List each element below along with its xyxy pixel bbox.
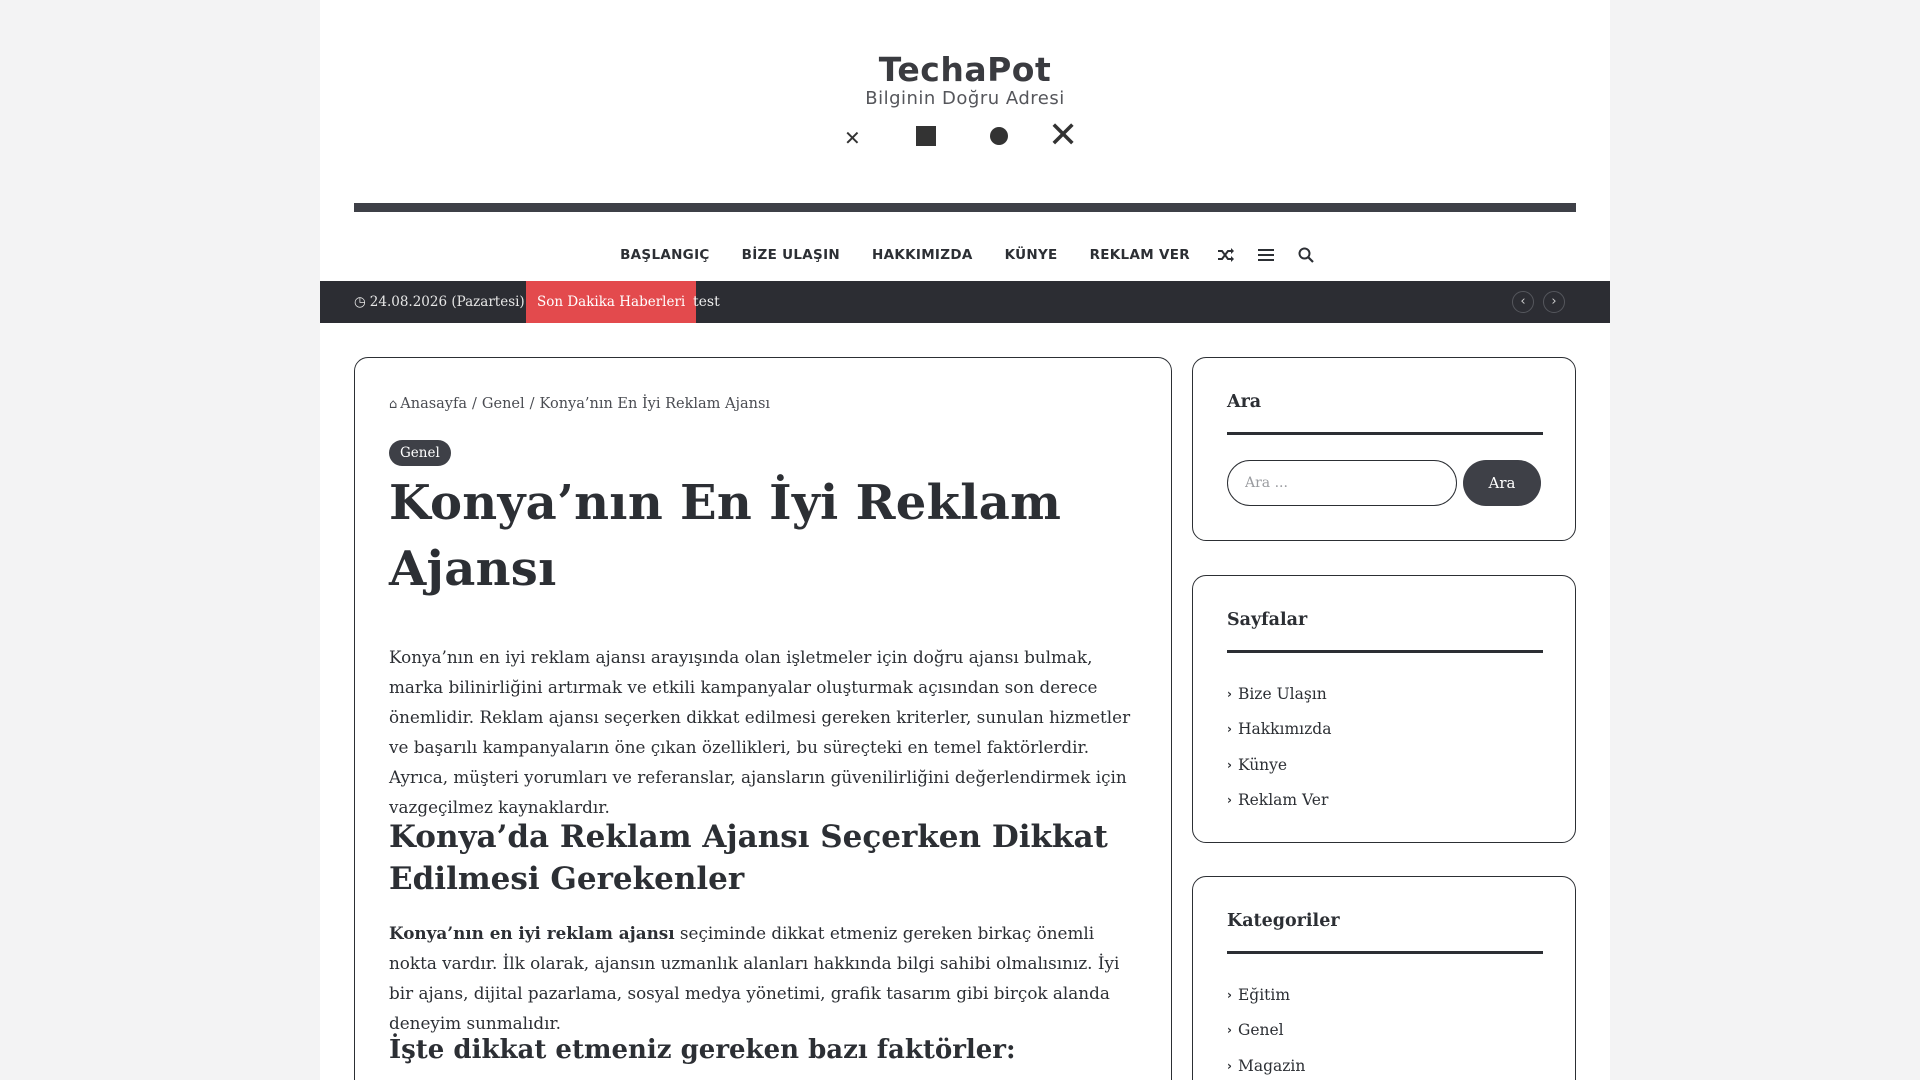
nav-item-kunye[interactable]: KÜNYE <box>1004 247 1058 263</box>
categories-widget-title: Kategoriler <box>1227 911 1340 931</box>
chevron-right-icon: › <box>1227 987 1232 1002</box>
pages-widget <box>1192 575 1576 843</box>
site-tagline: Bilginin Doğru Adresi <box>865 88 1065 109</box>
shuffle-svg <box>1217 247 1235 263</box>
breaking-news-bar <box>320 281 1610 323</box>
chevron-right-icon[interactable]: › <box>1543 291 1565 313</box>
category-link-label: Genel <box>1237 1021 1284 1040</box>
category-link-label: Magazin <box>1237 1056 1306 1075</box>
article-container <box>354 357 1172 1080</box>
chevron-right-icon: › <box>1227 686 1232 701</box>
list-item[interactable] <box>1227 783 1331 819</box>
chevron-right-icon: › <box>1227 1058 1232 1073</box>
chevron-right-icon: › <box>1227 793 1232 808</box>
widget-title-rule <box>1227 650 1543 653</box>
search-input[interactable] <box>1227 460 1457 506</box>
breadcrumb <box>389 396 770 412</box>
page-link-label: Künye <box>1237 755 1288 774</box>
search-widget <box>1192 357 1576 541</box>
page-link-label: Hakkımızda <box>1237 720 1332 739</box>
article-heading-2: Konya’da Reklam Ajansı Seçerken Dikkat Edilmesi Gerekenler <box>389 819 1108 897</box>
big-cross-icon: ✕ <box>1048 115 1079 156</box>
home-icon: ⌂ <box>389 397 398 412</box>
breadcrumb-separator: / <box>529 396 535 412</box>
breadcrumb-current: Konya’nın En İyi Reklam Ajansı <box>539 396 771 412</box>
random-shuffle-icon[interactable] <box>1216 245 1236 265</box>
hamburger-svg <box>1258 248 1274 262</box>
categories-list <box>1227 977 1305 1080</box>
categories-widget <box>1192 876 1576 1080</box>
breadcrumb-category[interactable]: Genel <box>481 396 525 412</box>
list-item[interactable] <box>1227 747 1331 783</box>
breaking-news-label: Son Dakika Haberleri <box>526 281 696 323</box>
site-container <box>320 0 1610 1080</box>
breaking-news-item[interactable]: test <box>693 294 720 310</box>
date-text: 24.08.2026 (Pazartesi) <box>369 294 525 310</box>
category-link-label: Eğitim <box>1237 985 1291 1004</box>
page-link-label: Reklam Ver <box>1237 791 1329 810</box>
nav-item-hakkimizda[interactable]: HAKKIMIZDA <box>872 247 973 263</box>
page-link-label: Bize Ulaşın <box>1237 684 1327 703</box>
header-divider <box>354 203 1576 212</box>
pages-widget-title: Sayfalar <box>1227 610 1308 630</box>
list-item[interactable] <box>1227 676 1331 712</box>
nav-item-baslangic[interactable]: BAŞLANGIÇ <box>620 247 710 263</box>
search-button[interactable]: Ara <box>1463 460 1541 506</box>
circle-icon <box>990 127 1008 145</box>
widget-title-rule <box>1227 951 1543 954</box>
clock-icon: ◷ <box>354 294 366 310</box>
search-widget-title: Ara <box>1227 392 1262 412</box>
article-heading-3: İşte dikkat etmeniz gereken bazı faktörler: <box>389 1035 1016 1065</box>
list-item[interactable] <box>1227 712 1331 748</box>
logo-decoration <box>320 115 1610 158</box>
search-icon[interactable] <box>1296 245 1316 265</box>
current-date <box>354 281 525 323</box>
chevron-right-icon: › <box>1227 1023 1232 1038</box>
nav-item-bize-ulasin[interactable]: BİZE ULAŞIN <box>741 247 840 263</box>
category-badge[interactable]: Genel <box>389 440 451 466</box>
breadcrumb-separator: / <box>472 396 477 412</box>
chevron-right-icon: › <box>1227 722 1232 737</box>
main-navigation <box>320 230 1610 280</box>
square-icon <box>916 126 936 146</box>
article-paragraph-2-text: seçiminde dikkat etmeniz gereken birkaç önemli nokta vardır. İlk olarak, ajansın uzmanlık alanları hakkında bilgi sahibi olmalısınız. İyi bir ajans, dijital pazarlama, sosyal medya yönetimi, grafik tasarım gibi birçok alanda deneyim sunmalıdır. <box>389 923 1120 1033</box>
list-item[interactable] <box>1227 1013 1305 1049</box>
nav-item-reklam-ver[interactable]: REKLAM VER <box>1089 247 1190 263</box>
list-item[interactable] <box>1227 1048 1305 1080</box>
chevron-right-icon: › <box>1227 757 1232 772</box>
widget-title-rule <box>1227 432 1543 435</box>
list-item[interactable] <box>1227 977 1305 1013</box>
site-logo[interactable] <box>320 48 1610 110</box>
small-cross-icon: ✕ <box>844 126 861 150</box>
article-paragraph-2 <box>389 918 1141 1038</box>
site-title[interactable]: TechaPot <box>878 50 1052 89</box>
chevron-left-icon[interactable]: ‹ <box>1512 291 1534 313</box>
magnifier-svg <box>1298 247 1314 263</box>
pages-list <box>1227 676 1331 818</box>
sidebar-menu-icon[interactable] <box>1256 245 1276 265</box>
breadcrumb-home[interactable]: Anasayfa <box>400 396 468 412</box>
article-paragraph-2-strong: Konya’nın en iyi reklam ajansı <box>389 923 675 943</box>
article-paragraph-1: Konya’nın en iyi reklam ajansı arayışında olan işletmeler için doğru ajansı bulmak, marka bilinirliğini artırmak ve etkili kampanyalar oluşturmak açısından son derece önemlidir. Reklam ajansı seçerken dikkat edilmesi gereken kriterler, sunulan hizmetler ve başarılı kampanyaların öne çıkan özellikleri, bu süreçteki en temel faktörlerdir. Ayrıca, müşteri yorumları ve referanslar, ajansların güvenilirliğini değerlendirmek için vazgeçilmez kaynaklardır. <box>389 647 1131 817</box>
article-title: Konya’nın En İyi Reklam Ajansı <box>389 475 1062 597</box>
